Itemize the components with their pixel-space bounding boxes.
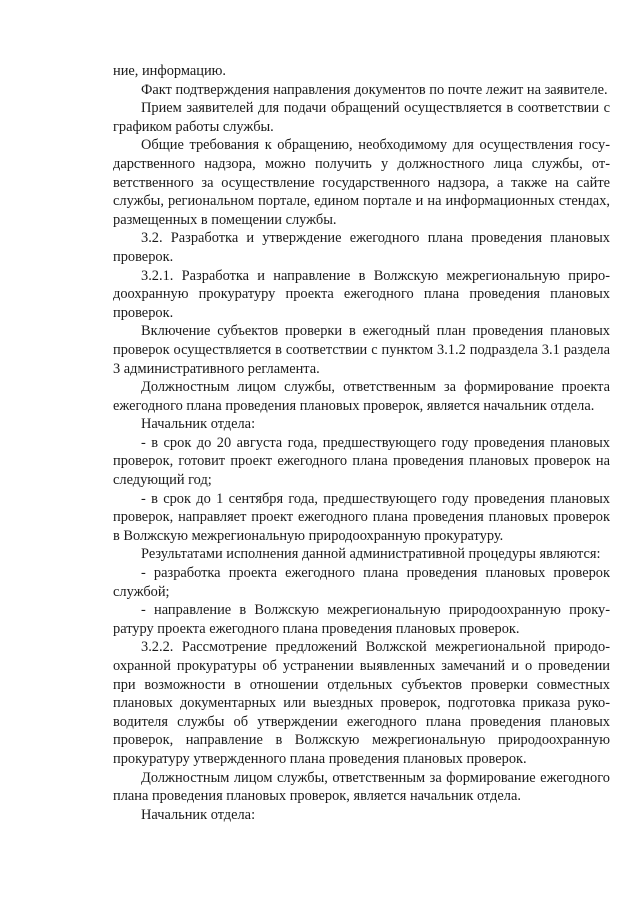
section-heading: 3.2. Разработка и утверждение ежегодного плана проведения плановых проверок. — [113, 230, 610, 265]
paragraph: Факт подтверждения направления документов по почте лежит на заявителе. — [141, 81, 608, 98]
list-item: - направление в Волжскую межрегиональную природоохранную прокуратуру проекта ежегодного плана проведения плановых проверок. — [113, 602, 610, 637]
paragraph: Общие требования к обращению, необходимому для осуществления государственного надзора, можно получить у должностного лица службы, ответственного за осуществление государственного надзора, а также на сайте службы, региональном портале, едином портале и на информационных стендах, размещенных в помещении службы. — [113, 137, 610, 228]
paragraph: Должностным лицом службы, ответственным за формирование проекта ежегодного плана проведения плановых проверок, является начальник отдела. — [113, 379, 610, 414]
subsection-heading: 3.2.2. Рассмотрение предложений Волжской межрегиональной природоохранной прокуратуры об устранении выявленных замечаний и о проведении при возможности в отношении отдельных субъектов проверки совместных плановых документарных или выездных проверок, подготовка приказа руководителя службы об утверждении ежегодного плана проведения плановых проверок, направление в Волжскую межрегиональную природоохранную прокуратуру утвержденного плана проведения плановых проверок. — [113, 639, 610, 767]
paragraph: Включение субъектов проверки в ежегодный план проведения плановых проверок осуществляется в соответствии с пунктом 3.1.2 подраздела 3.1 раздела 3 административного регламента. — [113, 323, 610, 377]
list-item: - в срок до 1 сентября года, предшествующего году проведения плановых проверок, направляет проект ежегодного плана проведения плановых проверок в Волжскую межрегиональную природоохранную прокуратуру. — [113, 490, 610, 544]
paragraph: ние, информацию. — [113, 63, 227, 79]
paragraph: Начальник отдела: — [141, 806, 256, 823]
paragraph: Результатами исполнения данной административной процедуры являются: — [141, 546, 601, 563]
list-item: - в срок до 20 августа года, предшествующего году проведения плановых проверок, готовит проект ежегодного плана проведения плановых проверок на следующий год; — [113, 434, 610, 489]
paragraph: Должностным лицом службы, ответственным за формирование ежегодного плана проведения плановых проверок, является начальник отдела. — [113, 769, 610, 805]
paragraph: Прием заявителей для подачи обращений осуществляется в соответствии с графиком работы службы. — [113, 100, 610, 135]
document-page — [113, 62, 610, 824]
list-item: - разработка проекта ежегодного плана проведения плановых проверок службой; — [113, 565, 610, 600]
paragraph: Начальник отдела: — [141, 416, 256, 433]
subsection-heading: 3.2.1. Разработка и направление в Волжскую межрегиональную природоохранную прокуратуру проекта ежегодного плана проведения плановых проверок. — [113, 267, 610, 321]
